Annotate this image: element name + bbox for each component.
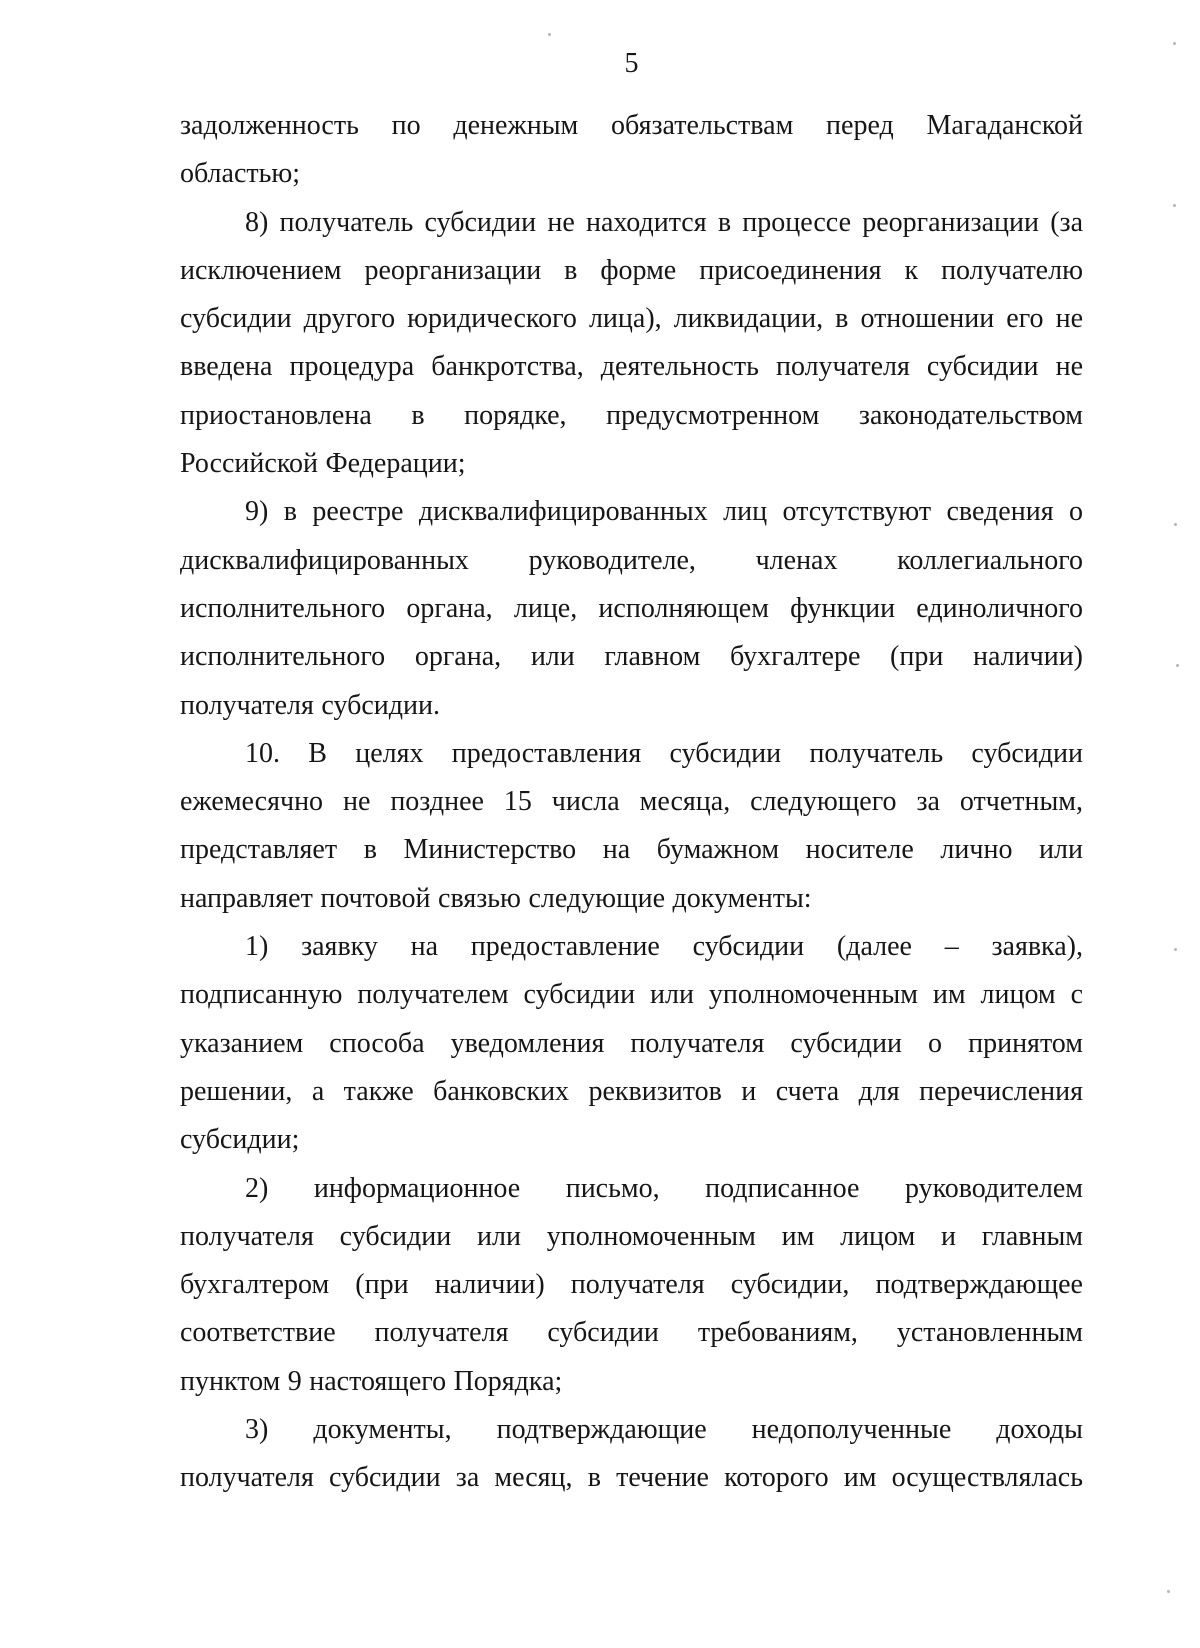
text-line: исполнительного органа, или главном бухгалтере (при наличии) (180, 641, 1083, 673)
text-line: приостановлена в порядке, предусмотренном законодательством (180, 399, 1083, 431)
text-line: соответствие получателя субсидии требованиям, установленным (180, 1317, 1083, 1349)
text-line: субсидии; (180, 1124, 300, 1156)
text-line: введена процедура банкротства, деятельность получателя субсидии не (180, 351, 1083, 383)
text-line: 2) информационное письмо, подписанное руководителем (245, 1172, 1083, 1204)
text-line: получателя субсидии за месяц, в течение которого им осуществлялась (180, 1462, 1083, 1494)
text-line: направляет почтовой связью следующие документы: (180, 882, 812, 914)
document-body (180, 102, 1083, 1503)
text-line: исполнительного органа, лице, исполняющем функции единоличного (180, 592, 1083, 624)
page-number: 5 (624, 48, 639, 79)
text-line: субсидии другого юридического лица), ликвидации, в отношении его не (180, 303, 1083, 335)
text-line: получателя субсидии. (180, 689, 440, 721)
text-line: бухгалтером (при наличии) получателя субсидии, подтверждающее (180, 1269, 1083, 1301)
text-line: задолженность по денежным обязательствам перед Магаданской (180, 110, 1083, 141)
scan-speck (1176, 664, 1179, 667)
text-line: 9) в реестре дисквалифицированных лиц отсутствуют сведения о (245, 496, 1083, 528)
text-line: 8) получатель субсидии не находится в процессе реорганизации (за (245, 206, 1083, 238)
text-line: получателя субсидии или уполномоченным им лицом и главным (180, 1220, 1083, 1252)
scan-speck (1173, 42, 1176, 45)
text-line: 1) заявку на предоставление субсидии (далее – заявка), (245, 931, 1083, 963)
text-line: пунктом 9 настоящего Порядка; (180, 1365, 563, 1397)
text-line: областью; (180, 158, 301, 190)
scan-speck (1173, 204, 1176, 207)
text-line: Российской Федерации; (180, 448, 466, 480)
text-line: решении, а также банковских реквизитов и счета для перечисления (180, 1075, 1083, 1107)
scan-speck (1174, 523, 1177, 526)
text-line: дисквалифицированных руководителе, членах коллегиального (180, 544, 1083, 576)
scan-speck (548, 33, 551, 36)
scan-speck (1167, 1590, 1170, 1593)
text-line: 10. В целях предоставления субсидии получатель субсидии (245, 737, 1083, 769)
text-line: 3) документы, подтверждающие недополученные доходы (245, 1414, 1083, 1446)
text-line: подписанную получателем субсидии или уполномоченным им лицом с (180, 979, 1083, 1011)
text-line: представляет в Министерство на бумажном носителе лично или (180, 834, 1083, 866)
text-line: исключением реорганизации в форме присоединения к получателю (180, 254, 1083, 286)
text-line: ежемесячно не позднее 15 числа месяца, следующего за отчетным, (180, 786, 1083, 818)
scan-speck (1174, 948, 1177, 951)
text-line: указанием способа уведомления получателя субсидии о принятом (180, 1027, 1083, 1059)
